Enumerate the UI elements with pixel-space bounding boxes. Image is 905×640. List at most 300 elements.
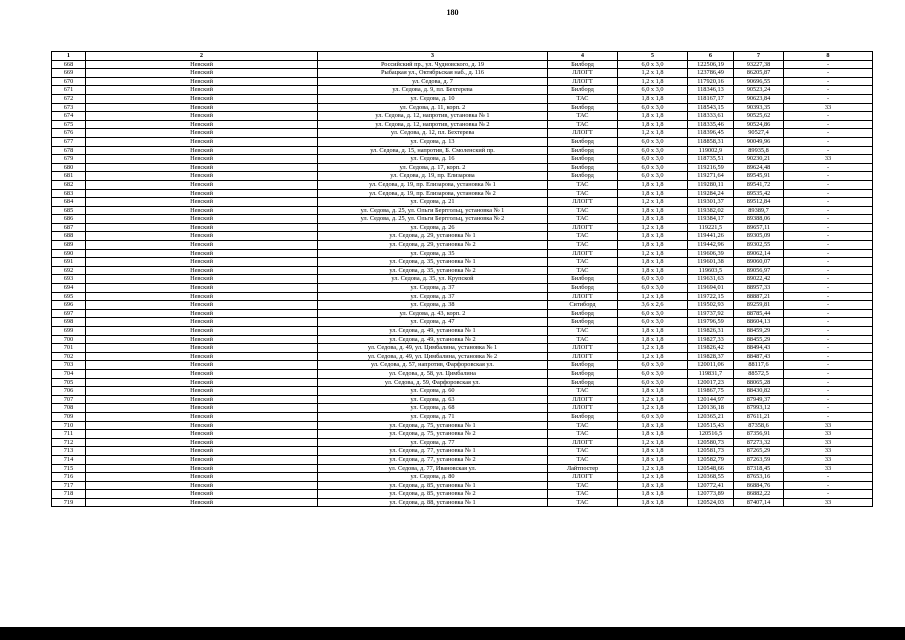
structure-type-cell: ТАС bbox=[548, 421, 618, 430]
address-cell: ул. Седова, д. 37 bbox=[318, 292, 548, 301]
district-cell: Невский bbox=[86, 292, 318, 301]
note-cell: - bbox=[784, 180, 873, 189]
structure-type-cell: ТАС bbox=[548, 327, 618, 336]
row-number-cell: 679 bbox=[52, 155, 86, 164]
district-cell: Невский bbox=[86, 69, 318, 78]
structure-type-cell: Лайтпостер bbox=[548, 464, 618, 473]
column-header: 4 bbox=[548, 52, 618, 61]
table-row bbox=[52, 361, 873, 370]
coord-x-cell: 120516,5 bbox=[688, 430, 734, 439]
structure-type-cell: Билборд bbox=[548, 146, 618, 155]
coord-x-cell: 120580,73 bbox=[688, 438, 734, 447]
row-number-cell: 693 bbox=[52, 275, 86, 284]
column-header: 8 bbox=[784, 52, 873, 61]
size-cell: 1,2 х 1,8 bbox=[618, 198, 688, 207]
table-row bbox=[52, 481, 873, 490]
table-row bbox=[52, 266, 873, 275]
note-cell: - bbox=[784, 327, 873, 336]
table-row bbox=[52, 369, 873, 378]
structure-type-cell: ТАС bbox=[548, 232, 618, 241]
address-cell: ул. Седова, д. 13 bbox=[318, 137, 548, 146]
size-cell: 1,2 х 1,8 bbox=[618, 395, 688, 404]
district-cell: Невский bbox=[86, 155, 318, 164]
coord-y-cell: 89305,09 bbox=[734, 232, 784, 241]
note-cell: 33 bbox=[784, 438, 873, 447]
structure-type-cell: Билборд bbox=[548, 172, 618, 181]
district-cell: Невский bbox=[86, 327, 318, 336]
coord-y-cell: 87653,16 bbox=[734, 473, 784, 482]
row-number-cell: 682 bbox=[52, 180, 86, 189]
size-cell: 1,8 х 1,8 bbox=[618, 335, 688, 344]
table-row bbox=[52, 241, 873, 250]
coord-x-cell: 118543,15 bbox=[688, 103, 734, 112]
column-header: 6 bbox=[688, 52, 734, 61]
structure-type-cell: ЛЛОГТ bbox=[548, 77, 618, 86]
size-cell: 1,8 х 1,8 bbox=[618, 421, 688, 430]
size-cell: 1,8 х 1,8 bbox=[618, 498, 688, 507]
table-row bbox=[52, 327, 873, 336]
structure-type-cell: Билборд bbox=[548, 155, 618, 164]
structure-type-cell: ЛЛОГТ bbox=[548, 344, 618, 353]
coord-x-cell: 118735,51 bbox=[688, 155, 734, 164]
coord-x-cell: 119828,37 bbox=[688, 352, 734, 361]
size-cell: 1,8 х 1,8 bbox=[618, 327, 688, 336]
address-cell: ул. Седова, д. 16 bbox=[318, 155, 548, 164]
structure-type-cell: Билборд bbox=[548, 275, 618, 284]
table-row bbox=[52, 309, 873, 318]
row-number-cell: 691 bbox=[52, 258, 86, 267]
size-cell: 1,2 х 1,8 bbox=[618, 223, 688, 232]
row-number-cell: 703 bbox=[52, 361, 86, 370]
row-number-cell: 713 bbox=[52, 447, 86, 456]
district-cell: Невский bbox=[86, 77, 318, 86]
district-cell: Невский bbox=[86, 266, 318, 275]
structure-type-cell: ТАС bbox=[548, 481, 618, 490]
note-cell: 33 bbox=[784, 421, 873, 430]
coord-y-cell: 88487,43 bbox=[734, 352, 784, 361]
address-cell: ул. Седова, д. 11, корп. 2 bbox=[318, 103, 548, 112]
structure-type-cell: ТАС bbox=[548, 258, 618, 267]
note-cell: - bbox=[784, 473, 873, 482]
table-row bbox=[52, 172, 873, 181]
address-cell: ул. Седова, д. 75, установка № 1 bbox=[318, 421, 548, 430]
coord-y-cell: 89935,8 bbox=[734, 146, 784, 155]
size-cell: 1,8 х 1,8 bbox=[618, 232, 688, 241]
note-cell: - bbox=[784, 404, 873, 413]
row-number-cell: 671 bbox=[52, 86, 86, 95]
note-cell: - bbox=[784, 137, 873, 146]
structure-type-cell: Билборд bbox=[548, 369, 618, 378]
table-row bbox=[52, 155, 873, 164]
size-cell: 6,0 х 3,0 bbox=[618, 369, 688, 378]
address-cell: ул. Седова, д. 12, напротив, установка № 2 bbox=[318, 120, 548, 129]
row-number-cell: 668 bbox=[52, 60, 86, 69]
district-cell: Невский bbox=[86, 241, 318, 250]
size-cell: 6,0 х 3,0 bbox=[618, 86, 688, 95]
row-number-cell: 676 bbox=[52, 129, 86, 138]
table-row bbox=[52, 344, 873, 353]
coord-x-cell: 119384,17 bbox=[688, 215, 734, 224]
coord-y-cell: 89389,7 bbox=[734, 206, 784, 215]
structure-type-cell: ЛЛОГТ bbox=[548, 198, 618, 207]
address-cell: ул. Седова, д. 19, пр. Елизарова, установка № 2 bbox=[318, 189, 548, 198]
coord-y-cell: 89388,06 bbox=[734, 215, 784, 224]
table-row bbox=[52, 395, 873, 404]
size-cell: 1,2 х 1,8 bbox=[618, 404, 688, 413]
row-number-cell: 708 bbox=[52, 404, 86, 413]
coord-y-cell: 88117,6 bbox=[734, 361, 784, 370]
coord-y-cell: 88604,13 bbox=[734, 318, 784, 327]
coord-x-cell: 120582,79 bbox=[688, 455, 734, 464]
note-cell: - bbox=[784, 172, 873, 181]
table-row bbox=[52, 189, 873, 198]
address-cell: ул. Седова, д. 25, ул. Ольги Берггольц, установка № 1 bbox=[318, 206, 548, 215]
row-number-cell: 680 bbox=[52, 163, 86, 172]
address-cell: ул. Седова, д. 85, установка № 1 bbox=[318, 481, 548, 490]
table-row bbox=[52, 378, 873, 387]
structure-type-cell: ЛЛОГТ bbox=[548, 352, 618, 361]
structure-type-cell: ЛЛОГТ bbox=[548, 249, 618, 258]
size-cell: 1,2 х 1,8 bbox=[618, 77, 688, 86]
table-row bbox=[52, 318, 873, 327]
structure-type-cell: ТАС bbox=[548, 180, 618, 189]
address-cell: ул. Седова, д. 17, корп. 2 bbox=[318, 163, 548, 172]
table-row bbox=[52, 69, 873, 78]
district-cell: Невский bbox=[86, 490, 318, 499]
note-cell: - bbox=[784, 215, 873, 224]
structure-type-cell: ТАС bbox=[548, 94, 618, 103]
row-number-cell: 715 bbox=[52, 464, 86, 473]
size-cell: 6,0 х 3,0 bbox=[618, 155, 688, 164]
address-cell: ул. Седова, д. 43, корп. 2 bbox=[318, 309, 548, 318]
structure-type-cell: ТАС bbox=[548, 430, 618, 439]
size-cell: 6,0 х 3,0 bbox=[618, 284, 688, 293]
row-number-cell: 718 bbox=[52, 490, 86, 499]
size-cell: 6,0 х 3,0 bbox=[618, 60, 688, 69]
address-cell: ул. Седова, д. 49, установка № 1 bbox=[318, 327, 548, 336]
note-cell: - bbox=[784, 352, 873, 361]
column-header: 3 bbox=[318, 52, 548, 61]
note-cell: - bbox=[784, 198, 873, 207]
table-row bbox=[52, 232, 873, 241]
structure-type-cell: ТАС bbox=[548, 387, 618, 396]
structure-type-cell: ЛЛОГТ bbox=[548, 404, 618, 413]
district-cell: Невский bbox=[86, 481, 318, 490]
coord-y-cell: 87318,45 bbox=[734, 464, 784, 473]
coord-y-cell: 89657,11 bbox=[734, 223, 784, 232]
address-cell: ул. Седова, д. 49, ул. Цимбалина, установка № 2 bbox=[318, 352, 548, 361]
table-row bbox=[52, 301, 873, 310]
coord-x-cell: 119603,5 bbox=[688, 266, 734, 275]
row-number-cell: 716 bbox=[52, 473, 86, 482]
size-cell: 1,2 х 1,8 bbox=[618, 438, 688, 447]
coord-y-cell: 89541,72 bbox=[734, 180, 784, 189]
address-cell: ул. Седова, д. 68 bbox=[318, 404, 548, 413]
table-row bbox=[52, 352, 873, 361]
table-row bbox=[52, 120, 873, 129]
row-number-cell: 696 bbox=[52, 301, 86, 310]
size-cell: 1,8 х 1,8 bbox=[618, 387, 688, 396]
structure-type-cell: ТАС bbox=[548, 215, 618, 224]
note-cell: - bbox=[784, 258, 873, 267]
row-number-cell: 695 bbox=[52, 292, 86, 301]
coord-y-cell: 87356,91 bbox=[734, 430, 784, 439]
note-cell: 33 bbox=[784, 447, 873, 456]
coord-x-cell: 117920,16 bbox=[688, 77, 734, 86]
district-cell: Невский bbox=[86, 421, 318, 430]
coord-x-cell: 120772,41 bbox=[688, 481, 734, 490]
size-cell: 1,2 х 1,8 bbox=[618, 464, 688, 473]
coord-x-cell: 119002,9 bbox=[688, 146, 734, 155]
note-cell: - bbox=[784, 129, 873, 138]
table-row bbox=[52, 103, 873, 112]
district-cell: Невский bbox=[86, 86, 318, 95]
header-row bbox=[52, 52, 873, 61]
size-cell: 1,2 х 1,8 bbox=[618, 352, 688, 361]
row-number-cell: 690 bbox=[52, 249, 86, 258]
coord-y-cell: 89624,48 bbox=[734, 163, 784, 172]
row-number-cell: 677 bbox=[52, 137, 86, 146]
coord-y-cell: 89022,42 bbox=[734, 275, 784, 284]
table-row bbox=[52, 206, 873, 215]
table-row bbox=[52, 404, 873, 413]
row-number-cell: 697 bbox=[52, 309, 86, 318]
coord-y-cell: 88957,33 bbox=[734, 284, 784, 293]
coord-y-cell: 89512,84 bbox=[734, 198, 784, 207]
address-cell: ул. Седова, д. 63 bbox=[318, 395, 548, 404]
address-cell: ул. Седова, д. 38 bbox=[318, 301, 548, 310]
coord-x-cell: 120136,18 bbox=[688, 404, 734, 413]
size-cell: 6,0 х 3,0 bbox=[618, 172, 688, 181]
coord-y-cell: 87273,32 bbox=[734, 438, 784, 447]
coord-y-cell: 88065,28 bbox=[734, 378, 784, 387]
row-number-cell: 700 bbox=[52, 335, 86, 344]
size-cell: 3,6 х 2,6 bbox=[618, 301, 688, 310]
table-header bbox=[52, 52, 873, 61]
row-number-cell: 674 bbox=[52, 112, 86, 121]
district-cell: Невский bbox=[86, 464, 318, 473]
row-number-cell: 717 bbox=[52, 481, 86, 490]
structure-type-cell: ЛЛОГТ bbox=[548, 69, 618, 78]
coord-y-cell: 89545,91 bbox=[734, 172, 784, 181]
address-cell: ул. Седова, д. 58, ул. Цимбалина bbox=[318, 369, 548, 378]
district-cell: Невский bbox=[86, 404, 318, 413]
address-cell: ул. Седова, д. 77 bbox=[318, 438, 548, 447]
district-cell: Невский bbox=[86, 387, 318, 396]
coord-x-cell: 119221,5 bbox=[688, 223, 734, 232]
district-cell: Невский bbox=[86, 215, 318, 224]
district-cell: Невский bbox=[86, 232, 318, 241]
district-cell: Невский bbox=[86, 275, 318, 284]
column-header: 1 bbox=[52, 52, 86, 61]
coord-y-cell: 90623,84 bbox=[734, 94, 784, 103]
address-cell: ул. Седова, д. 35, установка № 1 bbox=[318, 258, 548, 267]
note-cell: - bbox=[784, 146, 873, 155]
district-cell: Невский bbox=[86, 249, 318, 258]
size-cell: 6,0 х 3,0 bbox=[618, 137, 688, 146]
district-cell: Невский bbox=[86, 301, 318, 310]
coord-y-cell: 88785,44 bbox=[734, 309, 784, 318]
row-number-cell: 684 bbox=[52, 198, 86, 207]
note-cell: - bbox=[784, 284, 873, 293]
row-number-cell: 710 bbox=[52, 421, 86, 430]
coord-x-cell: 120515,43 bbox=[688, 421, 734, 430]
address-cell: ул. Седова, д. 85, установка № 2 bbox=[318, 490, 548, 499]
coord-y-cell: 90524,86 bbox=[734, 120, 784, 129]
size-cell: 6,0 х 3,0 bbox=[618, 361, 688, 370]
size-cell: 1,8 х 1,8 bbox=[618, 266, 688, 275]
structure-type-cell: ЛЛОГТ bbox=[548, 438, 618, 447]
row-number-cell: 689 bbox=[52, 241, 86, 250]
coord-y-cell: 90230,21 bbox=[734, 155, 784, 164]
structure-type-cell: ТАС bbox=[548, 498, 618, 507]
note-cell: - bbox=[784, 335, 873, 344]
table-row bbox=[52, 146, 873, 155]
note-cell: - bbox=[784, 249, 873, 258]
table-row bbox=[52, 223, 873, 232]
table-row bbox=[52, 464, 873, 473]
coord-y-cell: 88887,21 bbox=[734, 292, 784, 301]
row-number-cell: 712 bbox=[52, 438, 86, 447]
structure-type-cell: ТАС bbox=[548, 490, 618, 499]
district-cell: Невский bbox=[86, 60, 318, 69]
coord-y-cell: 86884,76 bbox=[734, 481, 784, 490]
address-cell: ул. Седова, д. 80 bbox=[318, 473, 548, 482]
table-row bbox=[52, 215, 873, 224]
note-cell: - bbox=[784, 481, 873, 490]
address-cell: Рыбацкая ул., Октябрьская наб., д. 116 bbox=[318, 69, 548, 78]
row-number-cell: 675 bbox=[52, 120, 86, 129]
row-number-cell: 678 bbox=[52, 146, 86, 155]
coord-x-cell: 118858,31 bbox=[688, 137, 734, 146]
district-cell: Невский bbox=[86, 172, 318, 181]
note-cell: - bbox=[784, 292, 873, 301]
coord-y-cell: 90523,24 bbox=[734, 86, 784, 95]
coord-y-cell: 87993,12 bbox=[734, 404, 784, 413]
table-row bbox=[52, 137, 873, 146]
coord-x-cell: 119280,11 bbox=[688, 180, 734, 189]
row-number-cell: 694 bbox=[52, 284, 86, 293]
address-cell: ул. Седова, д. 35 bbox=[318, 249, 548, 258]
structure-type-cell: ТАС bbox=[548, 335, 618, 344]
district-cell: Невский bbox=[86, 378, 318, 387]
address-cell: ул. Седова, д. 75, установка № 2 bbox=[318, 430, 548, 439]
note-cell: - bbox=[784, 112, 873, 121]
note-cell: 33 bbox=[784, 464, 873, 473]
row-number-cell: 704 bbox=[52, 369, 86, 378]
structure-type-cell: Билборд bbox=[548, 60, 618, 69]
row-number-cell: 672 bbox=[52, 94, 86, 103]
coord-y-cell: 90696,55 bbox=[734, 77, 784, 86]
structure-type-cell: ЛЛОГТ bbox=[548, 223, 618, 232]
address-cell: Российский пр., ул. Чудновского, д. 19 bbox=[318, 60, 548, 69]
table-row bbox=[52, 421, 873, 430]
district-cell: Невский bbox=[86, 438, 318, 447]
coord-y-cell: 89060,07 bbox=[734, 258, 784, 267]
row-number-cell: 686 bbox=[52, 215, 86, 224]
table-row bbox=[52, 129, 873, 138]
address-cell: ул. Седова, д. 77, установка № 1 bbox=[318, 447, 548, 456]
row-number-cell: 669 bbox=[52, 69, 86, 78]
row-number-cell: 670 bbox=[52, 77, 86, 86]
row-number-cell: 699 bbox=[52, 327, 86, 336]
structure-type-cell: ТАС bbox=[548, 455, 618, 464]
coord-x-cell: 119382,02 bbox=[688, 206, 734, 215]
structure-type-cell: Билборд bbox=[548, 378, 618, 387]
coord-y-cell: 88430,82 bbox=[734, 387, 784, 396]
coord-x-cell: 119722,15 bbox=[688, 292, 734, 301]
structure-type-cell: Билборд bbox=[548, 284, 618, 293]
district-cell: Невский bbox=[86, 258, 318, 267]
coord-y-cell: 87265,29 bbox=[734, 447, 784, 456]
row-number-cell: 681 bbox=[52, 172, 86, 181]
note-cell: - bbox=[784, 318, 873, 327]
column-header: 5 bbox=[618, 52, 688, 61]
size-cell: 1,8 х 1,8 bbox=[618, 455, 688, 464]
address-cell: ул. Седова, д. 88, установка № 1 bbox=[318, 498, 548, 507]
table-row bbox=[52, 77, 873, 86]
address-cell: ул. Седова, д. 49, установка № 2 bbox=[318, 335, 548, 344]
coord-y-cell: 86882,22 bbox=[734, 490, 784, 499]
size-cell: 1,2 х 1,8 bbox=[618, 69, 688, 78]
size-cell: 1,2 х 1,8 bbox=[618, 249, 688, 258]
district-cell: Невский bbox=[86, 361, 318, 370]
note-cell: - bbox=[784, 120, 873, 129]
district-cell: Невский bbox=[86, 223, 318, 232]
note-cell: - bbox=[784, 301, 873, 310]
structure-type-cell: ТАС bbox=[548, 241, 618, 250]
district-cell: Невский bbox=[86, 395, 318, 404]
table-row bbox=[52, 498, 873, 507]
coord-x-cell: 119826,42 bbox=[688, 344, 734, 353]
district-cell: Невский bbox=[86, 112, 318, 121]
structure-type-cell: ТАС bbox=[548, 120, 618, 129]
structure-type-cell: ТАС bbox=[548, 266, 618, 275]
coord-x-cell: 119271,64 bbox=[688, 172, 734, 181]
note-cell: - bbox=[784, 189, 873, 198]
structure-type-cell: Билборд bbox=[548, 103, 618, 112]
structure-type-cell: ТАС bbox=[548, 447, 618, 456]
coord-x-cell: 119737,92 bbox=[688, 309, 734, 318]
coord-y-cell: 93227,38 bbox=[734, 60, 784, 69]
size-cell: 1,8 х 1,8 bbox=[618, 206, 688, 215]
address-cell: ул. Седова, д. 10 bbox=[318, 94, 548, 103]
district-cell: Невский bbox=[86, 447, 318, 456]
district-cell: Невский bbox=[86, 284, 318, 293]
note-cell: 33 bbox=[784, 430, 873, 439]
address-cell: ул. Седова, д. 49, ул. Цимбалина, установка № 1 bbox=[318, 344, 548, 353]
coord-y-cell: 89535,42 bbox=[734, 189, 784, 198]
address-cell: ул. Седова, д. 19, пр. Елизарова, установка № 1 bbox=[318, 180, 548, 189]
structure-type-cell: Ситиборд bbox=[548, 301, 618, 310]
coord-y-cell: 90525,62 bbox=[734, 112, 784, 121]
column-header: 2 bbox=[86, 52, 318, 61]
structure-type-cell: ЛЛОГТ bbox=[548, 129, 618, 138]
note-cell: - bbox=[784, 412, 873, 421]
coord-y-cell: 88572,5 bbox=[734, 369, 784, 378]
coord-x-cell: 120365,21 bbox=[688, 412, 734, 421]
size-cell: 1,8 х 1,8 bbox=[618, 120, 688, 129]
table-row bbox=[52, 258, 873, 267]
row-number-cell: 702 bbox=[52, 352, 86, 361]
size-cell: 1,8 х 1,8 bbox=[618, 241, 688, 250]
size-cell: 6,0 х 3,0 bbox=[618, 412, 688, 421]
note-cell: - bbox=[784, 378, 873, 387]
size-cell: 1,8 х 1,8 bbox=[618, 215, 688, 224]
table-row bbox=[52, 112, 873, 121]
size-cell: 1,8 х 1,8 bbox=[618, 481, 688, 490]
district-cell: Невский bbox=[86, 120, 318, 129]
